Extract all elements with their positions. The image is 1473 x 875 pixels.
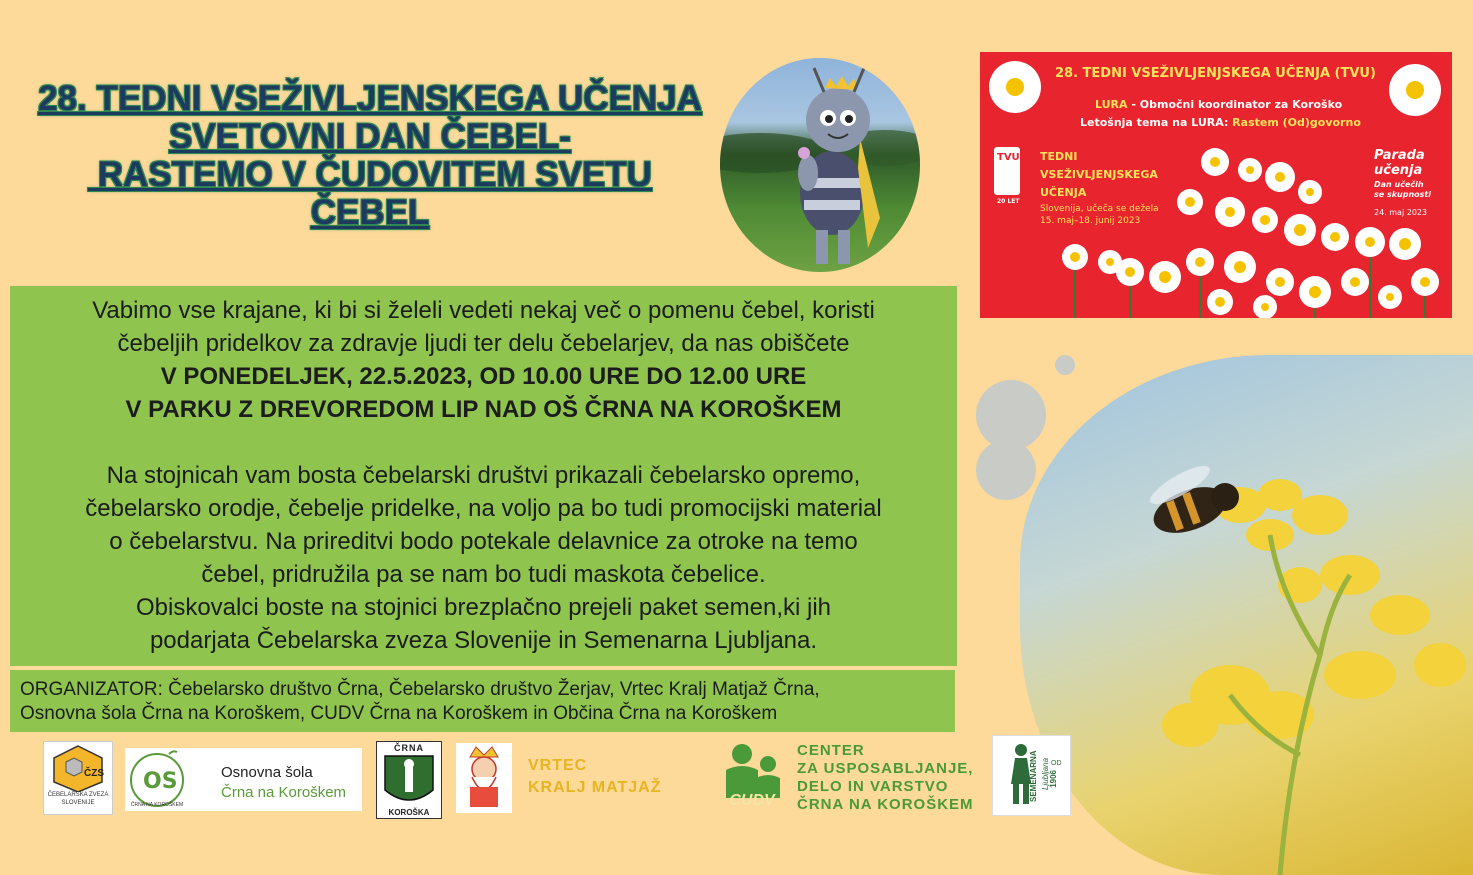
poster-years: 20 LET [997,198,1020,205]
cudv-line-1: CENTER [797,742,865,759]
bee-mascot-illustration [720,58,920,272]
os-circle-text: ČRNA NA KOROŠKEM [130,802,184,808]
cudv-abbr: CUDV [729,792,775,809]
invitation-text-box [10,286,957,666]
os-line-1: Osnovna šola [221,764,313,781]
cudv-line-3: DELO IN VARSTVO [797,778,949,795]
semenarna-sub: Ljubljana [1041,757,1050,791]
poster-lura-prefix: LURA [1095,98,1128,111]
bee-on-rapeseed-photo [1020,355,1473,875]
obcina-crna-crest [376,741,442,819]
title-line-1: 28. TEDNI VSEŽIVLJENSKEGA UČENJA [38,79,702,118]
svg-text:OS: OS [143,769,178,794]
poster-parada-1: Parada [1374,148,1425,163]
poster-slovenia: Slovenija, učeča se dežela [1040,204,1159,214]
event-date: V PONEDELJEK, 22.5.2023, OD 10.00 URE DO 12.00 URE [160,363,807,390]
details-line-1: Na stojnicah vam bosta čebelarski društvi prikazali čebelarsko opremo, [106,462,861,489]
poster-vsezivljenjskega: VSEŽIVLJENJSKEGA [1040,168,1158,181]
title-line-3: RASTEMO V ČUDOVITEM SVETU [88,155,652,194]
organizer-box [10,670,955,732]
poster-ucenja: UČENJA [1040,186,1087,199]
poster-headline: 28. TEDNI VSEŽIVLJENJSKEGA UČENJA (TVU) [1055,66,1376,81]
title-line-4: ČEBEL [310,193,430,232]
czs-logo [43,741,113,815]
decor-circle-small [1055,355,1075,375]
details-line-5: Obiskovalci boste na stojnici brezplačno prejeli paket semen,ki jih [135,594,831,621]
semenarna-year: 1906 [1049,770,1058,788]
poster-lura-line [1095,98,1342,111]
czs-name-1: ČEBELARSKA ZVEZA [47,792,109,798]
poster-theme-value: Rastem (Od)govorno [1232,116,1361,129]
poster-parada-4: se skupnosti [1374,190,1431,199]
poster-parada-date: 24. maj 2023 [1374,208,1428,217]
organizer-line-1: ORGANIZATOR: Čebelarsko društvo Črna, Čebelarsko društvo Žerjav, Vrtec Kralj Matjaž Črna, [20,679,820,700]
poster-lura-rest: - Območni koordinator za Koroško [1127,98,1343,111]
czs-abbr: ČZS [84,768,104,779]
os-crna-logo [125,748,362,811]
czs-name-2: SLOVENIJE [61,800,95,806]
poster-parada-3: Dan učečih [1374,180,1424,189]
poster-dates: 15. maj–18. junij 2023 [1040,216,1141,226]
bee-flower-illustration [1020,355,1473,875]
poster-parada-2: učenja [1374,163,1423,178]
semenarna-name: SEMENARNA [1029,750,1038,802]
details-line-6: podarjata Čebelarska zveza Slovenije in Semenarna Ljubljana. [149,627,818,654]
king-figure-icon [456,743,512,813]
details-line-2: čebelarsko orodje, čebelje pridelke, na voljo pa bo tudi promocijski material [85,495,882,522]
honeycomb-icon [44,742,112,792]
vrtec-line-1: VRTEC [528,757,588,774]
bee-mascot-photo [720,58,920,272]
vrtec-line-2: KRALJ MATJAŽ [528,779,662,796]
invite-line-2: čebeljih pridelkov za zdravje ljudi ter delu čebelarjev, da nas obiščete [117,330,850,357]
cudv-line-4: ČRNA NA KOROŠKEM [797,796,974,813]
details-line-3: o čebelarstvu. Na prireditvi bodo potekale delavnice za otroke na temo [109,528,858,555]
poster-theme-prefix: Letošnja tema na LURA: [1080,116,1233,129]
crest-bottom-text: KOROŠKA [388,808,430,817]
cudv-line-2: ZA USPOSABLJANJE, [797,760,974,777]
event-place: V PARKU Z DREVOREDOM LIP NAD OŠ ČRNA NA KOROŠKEM [125,396,842,423]
poster-tedni: TEDNI [1040,150,1078,163]
event-title [10,80,730,232]
semenarna-logo [992,735,1071,816]
details-line-4: čebel, pridružila pa se nam bo tudi maskota čebelice. [201,561,766,588]
cudv-logo [712,740,792,816]
invite-line-1: Vabimo vse krajane, ki bi si želeli vedeti nekaj več o pomenu čebel, koristi [92,297,875,324]
title-line-2: SVETOVNI DAN ČEBEL- [169,117,571,156]
semenarna-od: OD [1051,760,1062,767]
organizer-line-2: Osnovna šola Črna na Koroškem, CUDV Črna na Koroškem in Občina Črna na Koroškem [20,703,778,724]
poster-tvu-badge: TVU [997,152,1020,163]
crest-shield-icon [377,754,441,810]
os-line-2: Črna na Koroškem [221,784,347,801]
crest-top-text: ČRNA [394,743,424,753]
poster-theme-line [1080,116,1361,129]
decor-circle-medium [976,440,1036,500]
tvu-poster [980,52,1452,318]
kralj-matjaz-mascot-logo [456,743,512,813]
